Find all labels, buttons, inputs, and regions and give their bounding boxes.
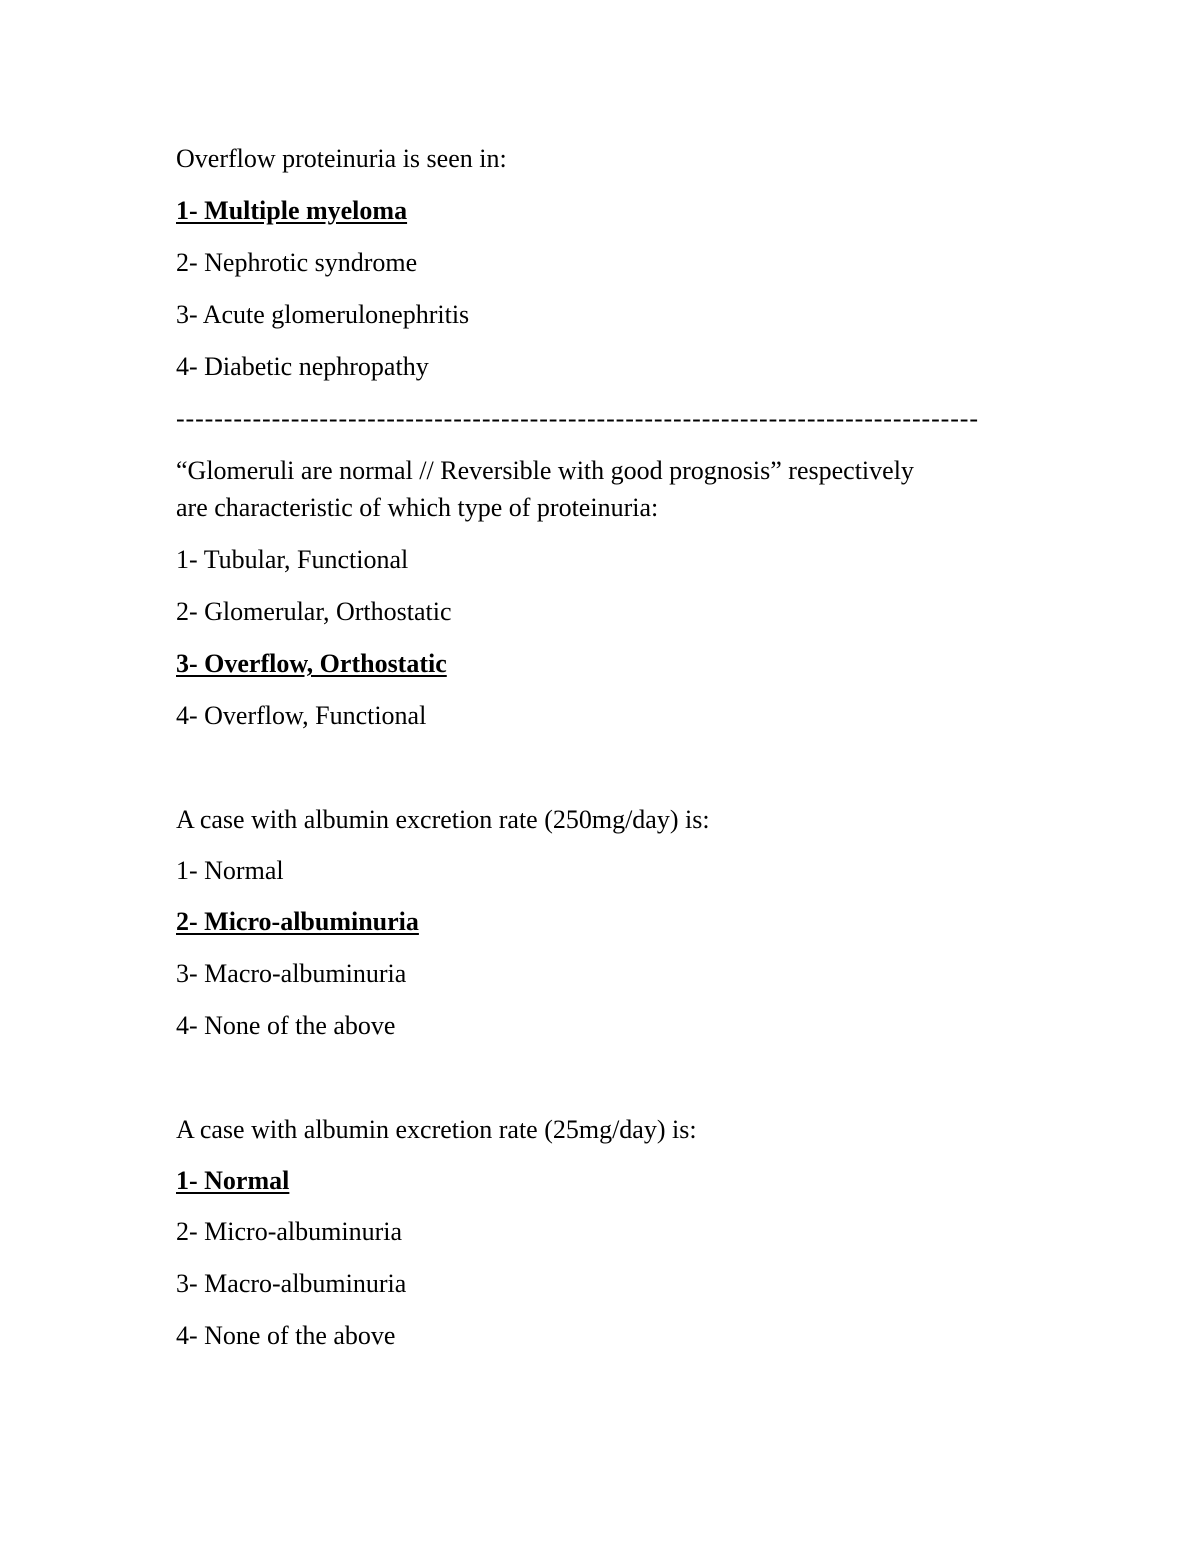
question-2-option-3-correct: 3- Overflow, Orthostatic [176,649,447,678]
question-1-option-2: 2- Nephrotic syndrome [176,248,418,277]
question-1-option-1-correct: 1- Multiple myeloma [176,196,408,225]
question-3-option-2-correct: 2- Micro-albuminuria [176,907,419,936]
question-4-option-1-correct: 1- Normal [176,1166,290,1195]
question-3-option-4: 4- None of the above [176,1011,396,1040]
question-4-option-4: 4- None of the above [176,1321,396,1350]
question-3-prompt: A case with albumin excretion rate (250mg/day) is: [176,805,710,834]
question-3-option-1: 1- Normal [176,856,284,885]
question-2-prompt-line-2: are characteristic of which type of proteinuria: [176,493,659,522]
question-1-option-3: 3- Acute glomerulonephritis [176,300,470,329]
question-1-option-4: 4- Diabetic nephropathy [176,352,429,381]
question-4-option-2: 2- Micro-albuminuria [176,1217,402,1246]
question-2-option-1: 1- Tubular, Functional [176,545,409,574]
question-3-option-3: 3- Macro-albuminuria [176,959,407,988]
question-2-option-4: 4- Overflow, Functional [176,701,427,730]
question-4-option-3: 3- Macro-albuminuria [176,1269,407,1298]
dashed-separator: ------------------------------------------------------------------------------------ [176,404,979,433]
question-2-option-2: 2- Glomerular, Orthostatic [176,597,452,626]
question-1-prompt: Overflow proteinuria is seen in: [176,144,507,173]
question-4-prompt: A case with albumin excretion rate (25mg/day) is: [176,1115,697,1144]
question-2-prompt-line-1: “Glomeruli are normal // Reversible with good prognosis” respectively [176,456,914,485]
